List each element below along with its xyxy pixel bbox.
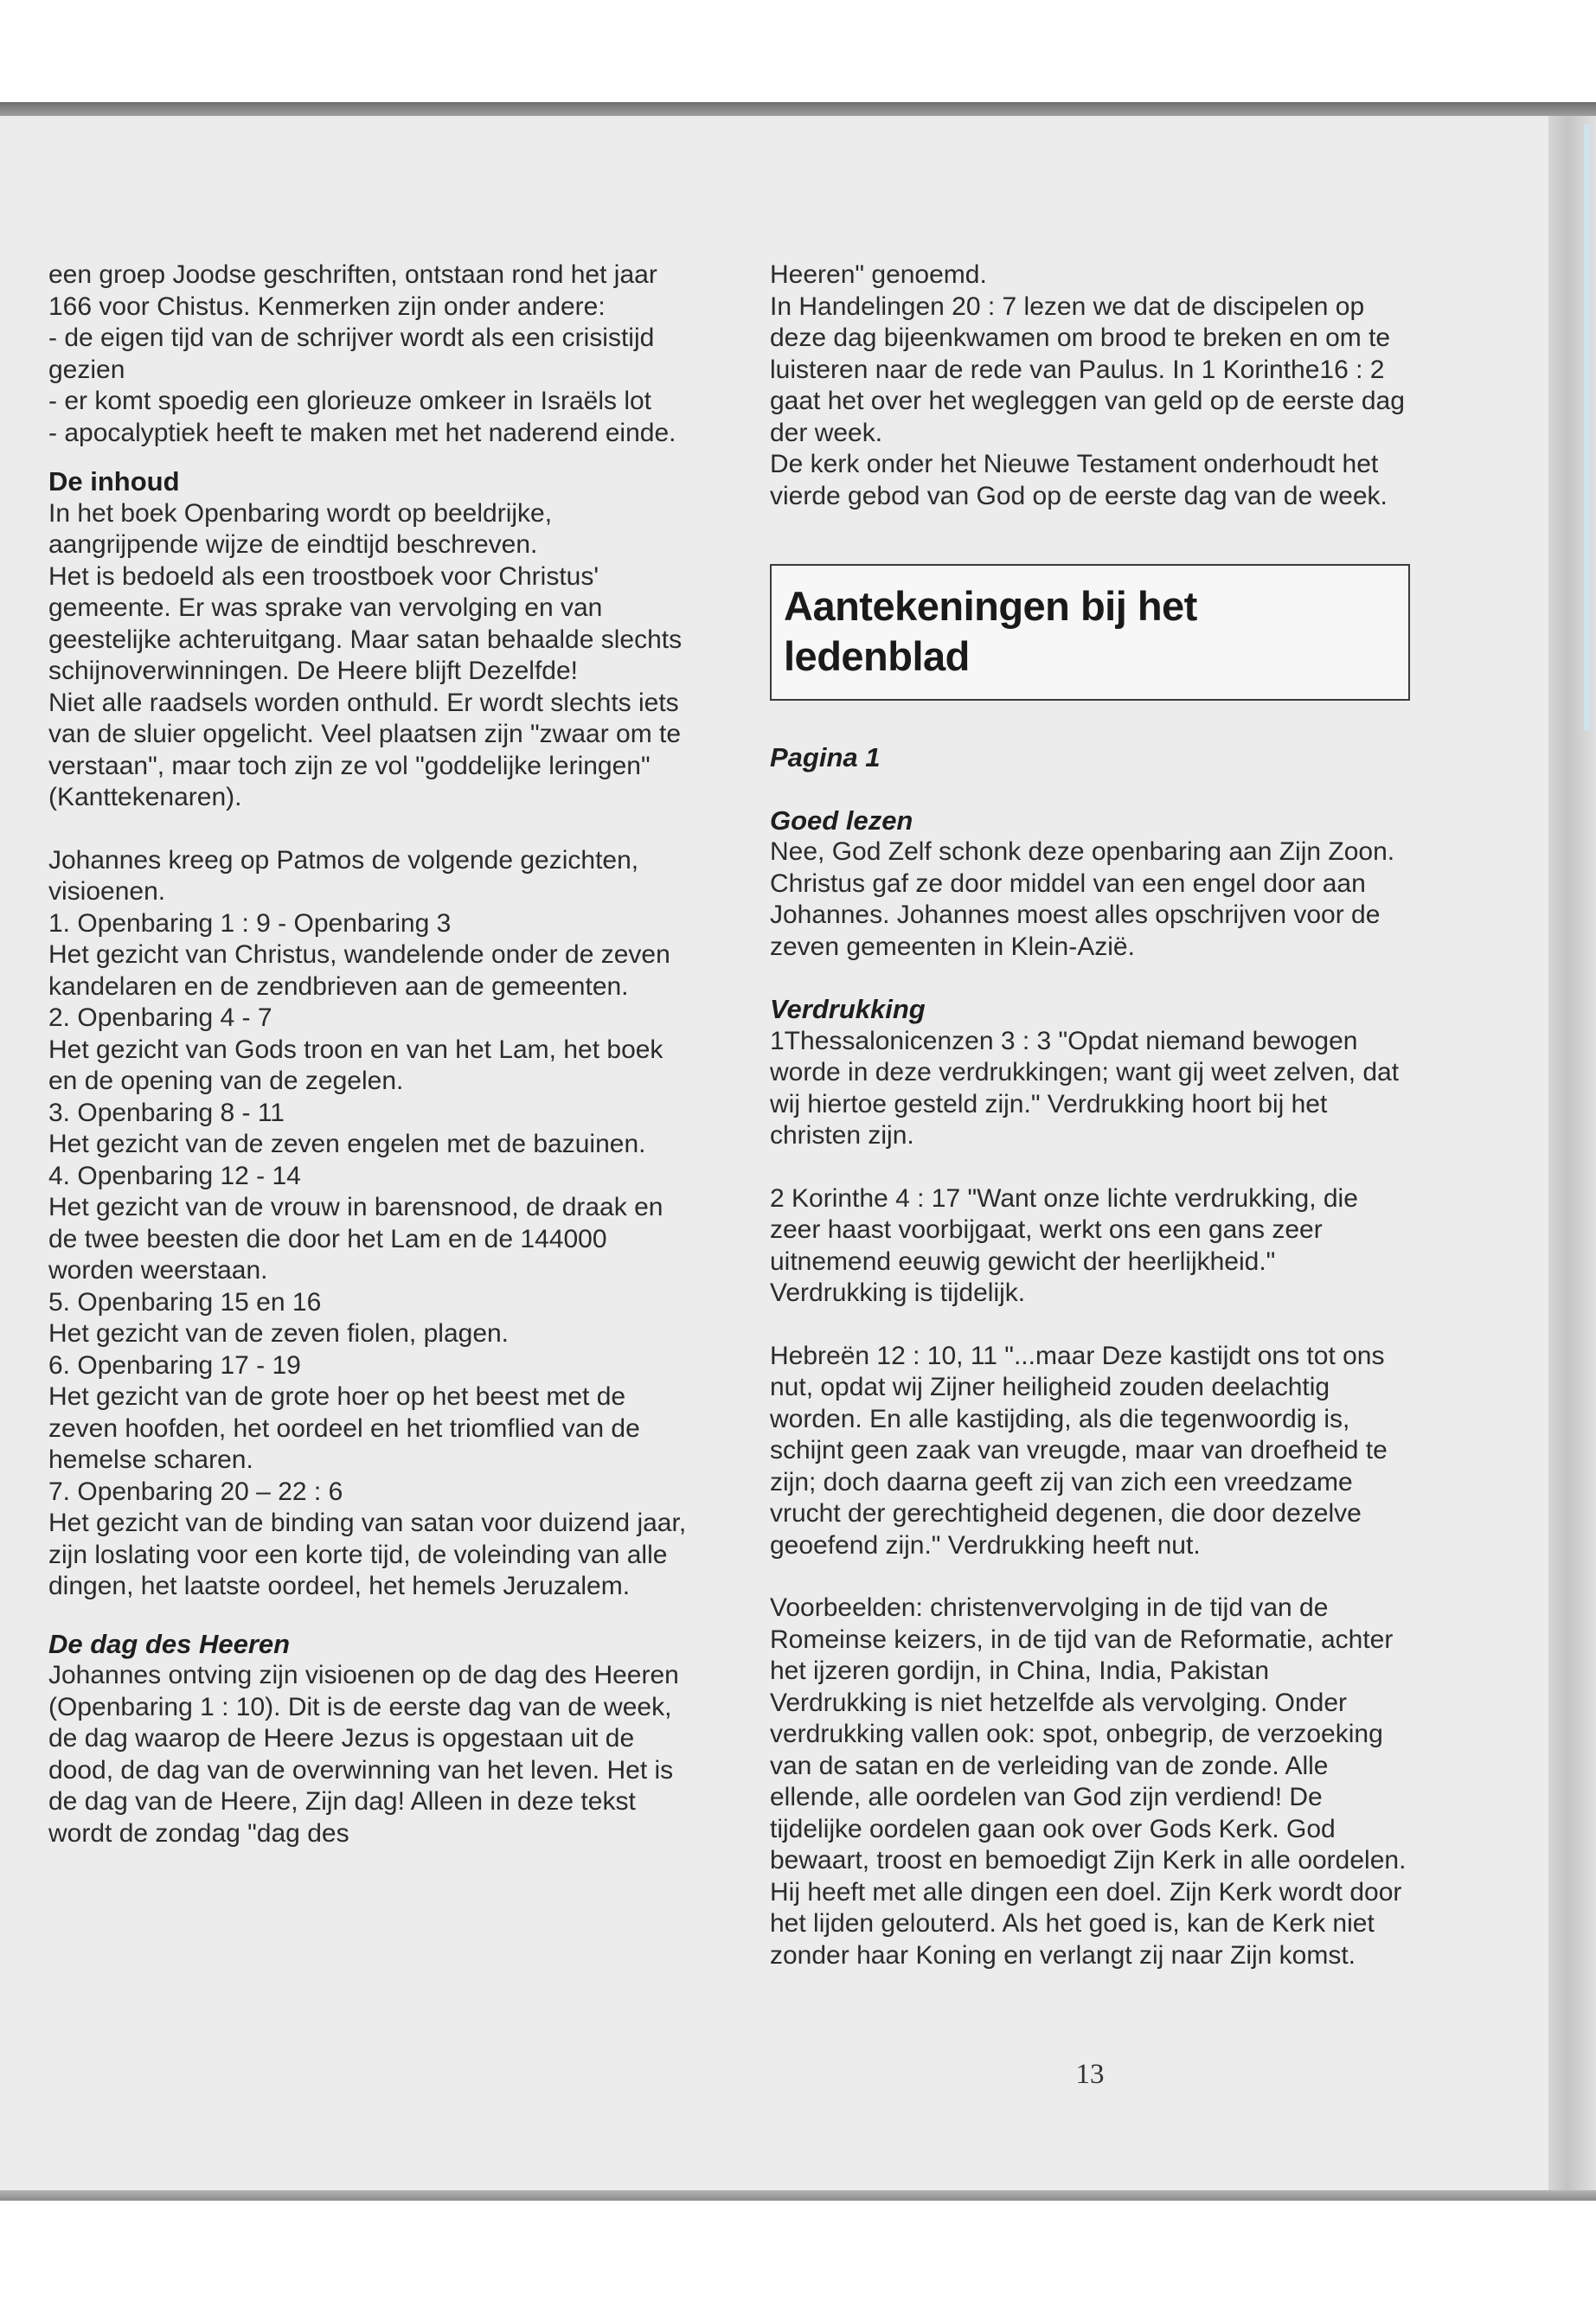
continued-text: Heeren" genoemd. bbox=[770, 260, 987, 289]
vision-desc: Het gezicht van de binding van satan voor duizend jaar, zijn loslating voor een korte tijd, de voleinding van alle dingen, het laatste oordeel, het hemels Jeruzalem. bbox=[48, 1509, 687, 1600]
section-heading-inhoud: De inhoud bbox=[48, 466, 180, 497]
intro-paragraph: een groep Joodse geschriften, ontstaan rond het jaar 166 voor Chistus. Kenmerken zijn onder andere: bbox=[48, 260, 657, 321]
visions-intro: Johannes kreeg op Patmos de volgende gezichten, visioenen. bbox=[48, 845, 639, 906]
intro-bullet: - de eigen tijd van de schrijver wordt als een crisistijd gezien bbox=[48, 324, 655, 384]
vision-ref: 3. Openbaring 8 - 11 bbox=[48, 1098, 285, 1127]
right-column bbox=[770, 260, 1410, 1971]
verdrukking-paragraph: Voorbeelden: christenvervolging in de tijd van de Romeinse keizers, in de tijd van de Reformatie, achter het ijzeren gordijn, in China, India, Pakistan Verdrukking is niet hetzelfde als vervolging. Onder verdrukking vallen ook: spot, onbegrip, de verzoeking van de satan en de verleiding van de zonde. Alle ellende, alle oordelen van God zijn verdiend! De tijdelijke oordelen gaan ook over Gods Kerk. God bewaart, troost en bemoedigt Zijn Kerk in alle oordelen. Hij heeft met alle dingen een doel. Zijn Kerk wordt door het lijden gelouterd. Als het goed is, kan de Kerk niet zonder haar Koning en verlangt zij naar Zijn komst. bbox=[770, 1593, 1407, 1970]
verdrukking-heading: Verdrukking bbox=[770, 994, 926, 1024]
vision-desc: Het gezicht van de vrouw in barensnood, de draak en de twee beesten die door het Lam en de 144000 worden weerstaan. bbox=[48, 1193, 663, 1285]
inhoud-paragraph: In het boek Openbaring wordt op beeldrijke, aangrijpende wijze de eindtijd beschreven. bbox=[48, 498, 553, 559]
pagina-heading: Pagina 1 bbox=[770, 742, 881, 772]
goed-lezen-heading: Goed lezen bbox=[770, 804, 913, 836]
vision-desc: Het gezicht van Gods troon en van het Lam, het boek en de opening van de zegelen. bbox=[48, 1035, 663, 1095]
verdrukking-paragraph: Hebreën 12 : 10, 11 "...maar Deze kastijdt ons tot ons nut, opdat wij Zijner heiligheid zouden deelachtig worden. En alle kastijding, als die tegenwoordig is, schijnt geen zaak van vreugde, maar van droefheid te zijn; doch daarna geeft zij van zich een vreedzame vrucht der gerechtigheid degenen, die door dezelve geoefend zijn." Verdrukking heeft nut. bbox=[770, 1341, 1388, 1560]
left-column bbox=[48, 260, 689, 1849]
vision-ref: 7. Openbaring 20 – 22 : 6 bbox=[48, 1477, 343, 1506]
scan-bottom-edge bbox=[0, 2190, 1596, 2201]
intro-bullet: - apocalyptiek heeft te maken met het naderend einde. bbox=[48, 418, 676, 447]
dag-paragraph: Johannes ontving zijn visioenen op de dag des Heeren (Openbaring 1 : 10). Dit is de eerste dag van de week, de dag waarop de Heere Jezus is opgestaan uit de dood, de dag van de overwinning van het leven. Het is de dag van de Heere, Zijn dag! Alleen in deze tekst wordt de zondag "dag des bbox=[48, 1661, 679, 1848]
continued-text: In Handelingen 20 : 7 lezen we dat de discipelen op deze dag bijeenkwamen om brood te breken en om te luisteren naar de rede van Paulus. In 1 Korinthe16 : 2 gaat het over het wegleggen van geld op de eerste dag der week. bbox=[770, 292, 1405, 447]
section-heading-dag: De dag des Heeren bbox=[48, 1628, 291, 1659]
vision-desc: Het gezicht van de grote hoer op het beest met de zeven hoofden, het oordeel en het triomflied van de hemelse scharen. bbox=[48, 1382, 640, 1474]
vision-ref: 6. Openbaring 17 - 19 bbox=[48, 1350, 301, 1380]
vision-desc: Het gezicht van Christus, wandelende onder de zeven kandelaren en de zendbrieven aan de gemeenten. bbox=[48, 940, 670, 1001]
verdrukking-paragraph: 2 Korinthe 4 : 17 "Want onze lichte verdrukking, die zeer haast voorbijgaat, werkt ons een gans zeer uitnemend eeuwig gewicht der heerlijkheid." Verdrukking is tijdelijk. bbox=[770, 1183, 1358, 1307]
inhoud-paragraph: Niet alle raadsels worden onthuld. Er wordt slechts iets van de sluier opgelicht. Veel plaatsen zijn "zwaar om te verstaan", maar toch zijn ze vol "goddelijke leringen" (Kanttekenaren). bbox=[48, 688, 682, 811]
section-title-box: Aantekeningen bij het ledenblad bbox=[770, 564, 1410, 701]
vision-desc: Het gezicht van de zeven fiolen, plagen. bbox=[48, 1319, 510, 1348]
goed-lezen-paragraph: Nee, God Zelf schonk deze openbaring aan Zijn Zoon. Christus gaf ze door middel van een engel door aan Johannes. Johannes moest alles opschrijven voor de zeven gemeenten in Klein-Azië. bbox=[770, 837, 1395, 961]
vision-ref: 2. Openbaring 4 - 7 bbox=[48, 1003, 272, 1032]
vision-desc: Het gezicht van de zeven engelen met de bazuinen. bbox=[48, 1130, 646, 1158]
vision-ref: 1. Openbaring 1 : 9 - Openbaring 3 bbox=[48, 908, 452, 938]
vision-ref: 4. Openbaring 12 - 14 bbox=[48, 1161, 301, 1190]
intro-bullet: - er komt spoedig een glorieuze omkeer in Israëls lot bbox=[48, 387, 652, 415]
vision-ref: 5. Openbaring 15 en 16 bbox=[48, 1287, 322, 1317]
edge-tint bbox=[1584, 125, 1591, 730]
inhoud-paragraph: Het is bedoeld als een troostboek voor Christus' gemeente. Er was sprake van vervolging en van geestelijke achteruitgang. Maar satan behaalde slechts schijnoverwinningen. De Heere blijft Dezelfde! bbox=[48, 561, 683, 685]
page-number: 13 bbox=[1075, 2059, 1105, 2090]
verdrukking-paragraph: 1Thessalonicenzen 3 : 3 "Opdat niemand bewogen worde in deze verdrukkingen; want gij weet zelven, dat wij hiertoe gesteld zijn." Verdrukking hoort bij het christen zijn. bbox=[770, 1026, 1400, 1150]
page-edge bbox=[1548, 116, 1596, 2194]
continued-text: De kerk onder het Nieuwe Testament onderhoudt het vierde gebod van God op de eerste dag van de week. bbox=[770, 450, 1388, 510]
